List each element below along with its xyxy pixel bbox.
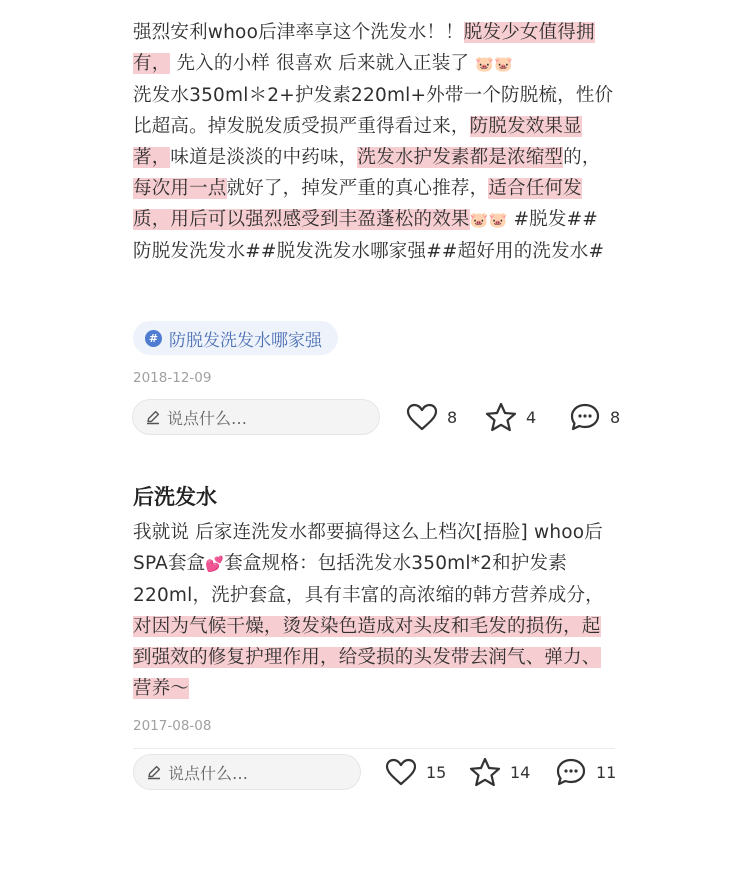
comment-input[interactable] [132, 399, 380, 435]
body-text: 我就说 后家连洗发水都要搞得这么上档次[捂脸] whoo后SPA套盒 [133, 522, 603, 574]
body-text: 就好了，掉发严重的真心推荐， [226, 178, 489, 199]
pencil-icon [146, 764, 162, 780]
hashtag-text[interactable]: #脱发##防脱发洗发水##脱发洗发水哪家强##超好用的洗发水# [133, 209, 605, 262]
heart-icon [406, 403, 438, 431]
speech-bubble-icon [555, 757, 587, 787]
comment-placeholder: 说点什么… [167, 408, 248, 428]
favorite-count: 14 [510, 762, 531, 782]
like-count: 15 [426, 762, 447, 782]
comment-input[interactable] [133, 754, 361, 790]
post-title: 后洗发水 [133, 485, 217, 509]
body-text: 强烈安利whoo后津率享这个洗发水！！ [133, 22, 464, 43]
highlighted-text: 对因为气候干燥，烫发染色造成对头皮和毛发的损伤，起到强效的修复护理作用，给受损的头发带去润气、弹力、营养～ [133, 616, 601, 699]
highlighted-text: 适合任何发质，用后可以强烈感受到丰盈蓬松的效果 [133, 178, 582, 230]
heart-emoji-icon: 💕 [205, 555, 225, 573]
star-icon [469, 757, 501, 787]
pig-emoji-icon: 🐷🐷 [475, 55, 514, 73]
highlighted-text: 洗发水护发素都是浓缩型 [357, 147, 564, 168]
highlighted-text: 防脱发效果显著， [133, 116, 582, 168]
topic-tag[interactable] [133, 321, 338, 355]
post-2 [133, 483, 615, 704]
favorite-button[interactable] [485, 402, 536, 432]
favorite-count: 4 [526, 407, 537, 427]
star-icon [485, 402, 517, 432]
comment-placeholder: 说点什么… [168, 763, 249, 783]
comment-count: 8 [610, 407, 621, 427]
post-1-actions [132, 398, 621, 436]
post-date: 2018-12-09 [133, 370, 212, 386]
comment-button[interactable] [555, 757, 616, 787]
post-1-body [133, 17, 615, 267]
body-text: 的， [563, 147, 601, 168]
pencil-icon [145, 409, 161, 425]
post-date: 2017-08-08 [133, 718, 212, 734]
highlighted-text: 每次用一点 [133, 178, 227, 199]
body-text: 洗发水350ml＊2+护发素220ml+外带一个防脱梳，性价比超高。掉发脱发质受损严重得看过来， [133, 85, 614, 137]
pig-emoji-icon: 🐷🐷 [469, 211, 508, 229]
comment-count: 11 [596, 762, 617, 782]
like-button[interactable] [385, 758, 446, 786]
topic-tag-label: 防脱发洗发水哪家强 [169, 330, 322, 351]
heart-icon [385, 758, 417, 786]
post-2-actions [133, 753, 615, 791]
comment-button[interactable] [569, 402, 620, 432]
like-button[interactable] [406, 403, 457, 431]
highlighted-text: 脱发少女值得拥有， [133, 22, 595, 74]
like-count: 8 [447, 407, 458, 427]
body-text: 味道是淡淡的中药味， [170, 147, 358, 168]
post-2-body [133, 517, 615, 704]
body-text: 先入的小样 很喜欢 后来就入正装了 [176, 53, 470, 74]
divider [133, 748, 615, 749]
body-text: 套盒规格：包括洗发水350ml*2和护发素220ml，洗护套盒，具有丰富的高浓缩的韩方营养成分， [133, 553, 604, 606]
speech-bubble-icon [569, 402, 601, 432]
hashtag-icon: # [145, 330, 162, 347]
post-1 [133, 17, 615, 267]
favorite-button[interactable] [469, 757, 530, 787]
